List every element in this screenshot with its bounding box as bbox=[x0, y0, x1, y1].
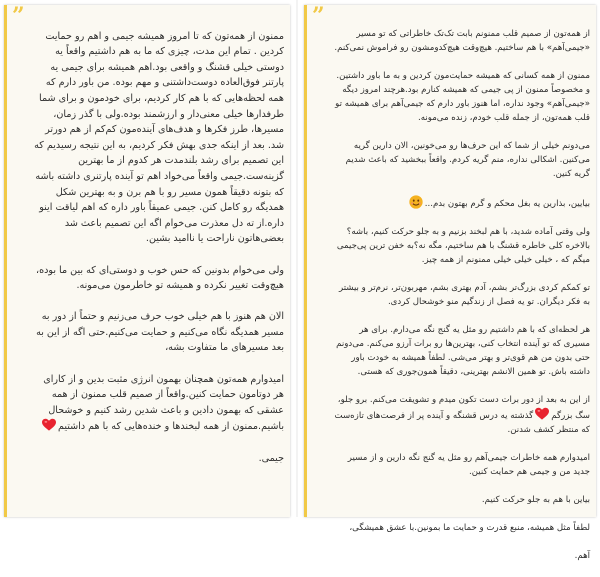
jimmy-letter-card bbox=[4, 5, 290, 517]
letter-signature: جیمی. bbox=[258, 452, 284, 464]
letter-paragraph: ولی وقتی آماده شدید، با هم لبخند بزنیم و به جلو حرکت کنیم، باشه؟ بالاخره کلی خاطره قشنگ با هم ساختیم، مگه نه؟به خفن ترین پی‌جیمی میگم که ، خیلی خیلی خیلی ممنونم از همه چیز. bbox=[336, 227, 590, 265]
quote-mark-icon: ” bbox=[12, 3, 25, 29]
letter-paragraph: ممنون از همه کسانی که همیشه حمایت‌مون کردین و به ما باور داشتین. و مخصوصاً ممنون از پی جیمی که همیشه کنارم بود.هرچند امروز دیگه «جیمی‌آهم» وجود نداره، اما هنوز باور دارم که جیمی‌آهم برای همیشه تو قلب همه‌تون، از جمله قلب خودم، زنده می‌مونه. bbox=[335, 71, 590, 123]
letter-paragraph: الان هم هنوز با هم خیلی خوب حرف می‌زنیم و حتماً از دور به مسیر همدیگه نگاه می‌کنیم و حمایت می‌کنیم.حتی اگه از این به بعد مسیرهای ما متفاوت بشه، bbox=[36, 311, 284, 354]
letter-paragraph: می‌دونم خیلی از شما که این حرف‌ها رو می‌خونین، الان دارین گریه می‌کنین. اشکالی نداره، منم گریه کردم. واقعاً ببخشید که باعث شدیم گریه کنین. bbox=[345, 141, 590, 179]
letter-paragraph: لطفاً مثل همیشه، منبع قدرت و حمایت ما بمونین.با عشق همیشگی، bbox=[349, 523, 590, 533]
quote-mark-icon: ” bbox=[312, 3, 325, 29]
letter-paragraph: امیدوارم همه خاطرات جیمی‌آهم رو مثل یه گنج نگه دارین و از مسیر جدید من و جیمی هم حمایت کنین. bbox=[347, 453, 590, 477]
letter-paragraph: بیایین، بذارین یه بغل محکم و گرم بهتون بدم... bbox=[331, 195, 590, 211]
red-heart-icon bbox=[42, 418, 56, 432]
ahm-letter-card bbox=[304, 3, 596, 561]
letter-paragraph: بیاین با هم به جلو حرکت کنیم. bbox=[481, 495, 590, 505]
letter-paragraph: تو کمکم کردی بزرگ‌تر بشم، آدم بهتری بشم، مهربون‌تر، نرم‌تر و بیشتر به فکر دیگران. تو یه فصل از زندگیم منو خوشحال کردی. bbox=[338, 283, 590, 307]
ahm-letter-text bbox=[331, 13, 590, 577]
smiling-face-emoji-icon bbox=[409, 195, 423, 209]
letter-paragraph: از همه‌تون از صمیم قلب ممنونم بابت تک‌تک خاطراتی که تو مسیر «جیمی‌آهم» با هم ساختیم. هیچ‌وقت هیچ‌کدومشون رو فراموش نمی‌کنم. bbox=[334, 29, 590, 53]
letter-paragraph: ممنون از همه‌تون که تا امروز همیشه جیمی و اهم رو حمایت کردین . تمام این مدت، چیزی که ما به هم داشتیم واقعاً یه دوستی خیلی قشنگ و واقعی بود.اهم همیشه برای جیمی یه پارتنر فوق‌العاده دوست‌داشتنی و مهم بوده. من باور دارم که همه لحظه‌هایی که با هم کار کردیم، برای خودمون و برای شما طرفدارها خیلی معنی‌دار و ارزشمند بوده.ولی با گذر زمان، مسیرها، طرز فکرها و هدف‌های آینده‌مون کم‌کم از هم دورتر شد. بعد از اینکه جدی بهش فکر کردیم، به این نتیجه رسیدیم که این تصمیم برای رشد بلندمدت هر کدوم از ما بهترین گزینه‌ست.جیمی واقعاً می‌خواد اهم تو آینده پارتنری داشته باشه که بتونه دقیقاً همون مسیر رو با هم برن و به بهترین شکل همدیگه رو کامل کنن. جیمی عمیقاً باور داره که اهم لیاقت اینو داره.از ته دل معذرت می‌خوام اگه این تصمیم باعث شد بعضی‌هاتون ناراحت یا ناامید بشین. bbox=[34, 30, 284, 245]
letter-paragraph: از این به بعد از دور برات دست تکون میدم و تشویقت می‌کنم. برو جلو، سگ بزرگم گذشته یه درس قشنگه و آینده پر از فرصت‌های تازه‌ست که منتظر کشف شدنن. bbox=[334, 395, 590, 435]
letter-paragraph: ولی می‌خوام بدونین که حس خوب و دوستی‌ای که بین ما بوده، هیچ‌وقت تغییر نکرده و همیشه تو خاطرمون می‌مونه. bbox=[35, 264, 284, 292]
letter-signature: آهم. bbox=[574, 551, 590, 561]
column-divider bbox=[296, 0, 298, 517]
jimmy-letter-text bbox=[31, 13, 284, 482]
letter-paragraph: هر لحظه‌ای که با هم داشتیم رو مثل یه گنج نگه می‌دارم. برای هر مسیری که تو آینده انتخاب کنی، بهترین‌ها رو برات آرزو می‌کنم. می‌دونم حتی بدون من هم قوی‌تر و بهتر می‌شی. لطفاً همیشه به خودت باور داشته باش. تو همین الانشم بهترینی، دقیقاً همون‌جوری که هستی. bbox=[336, 325, 590, 377]
red-heart-icon bbox=[535, 407, 549, 421]
letter-paragraph: امیدوارم همه‌تون همچنان بهمون انرژی مثبت بدین و از کارای هر دوتامون حمایت کنین.واقعاً از صمیم قلب ممنون از همه عشقی که بهمون دادین و باعث شدین رشد کنیم و خوشحال باشیم.ممنون از همه لبخندها و خنده‌هایی که با هم داشتیم bbox=[43, 373, 284, 433]
